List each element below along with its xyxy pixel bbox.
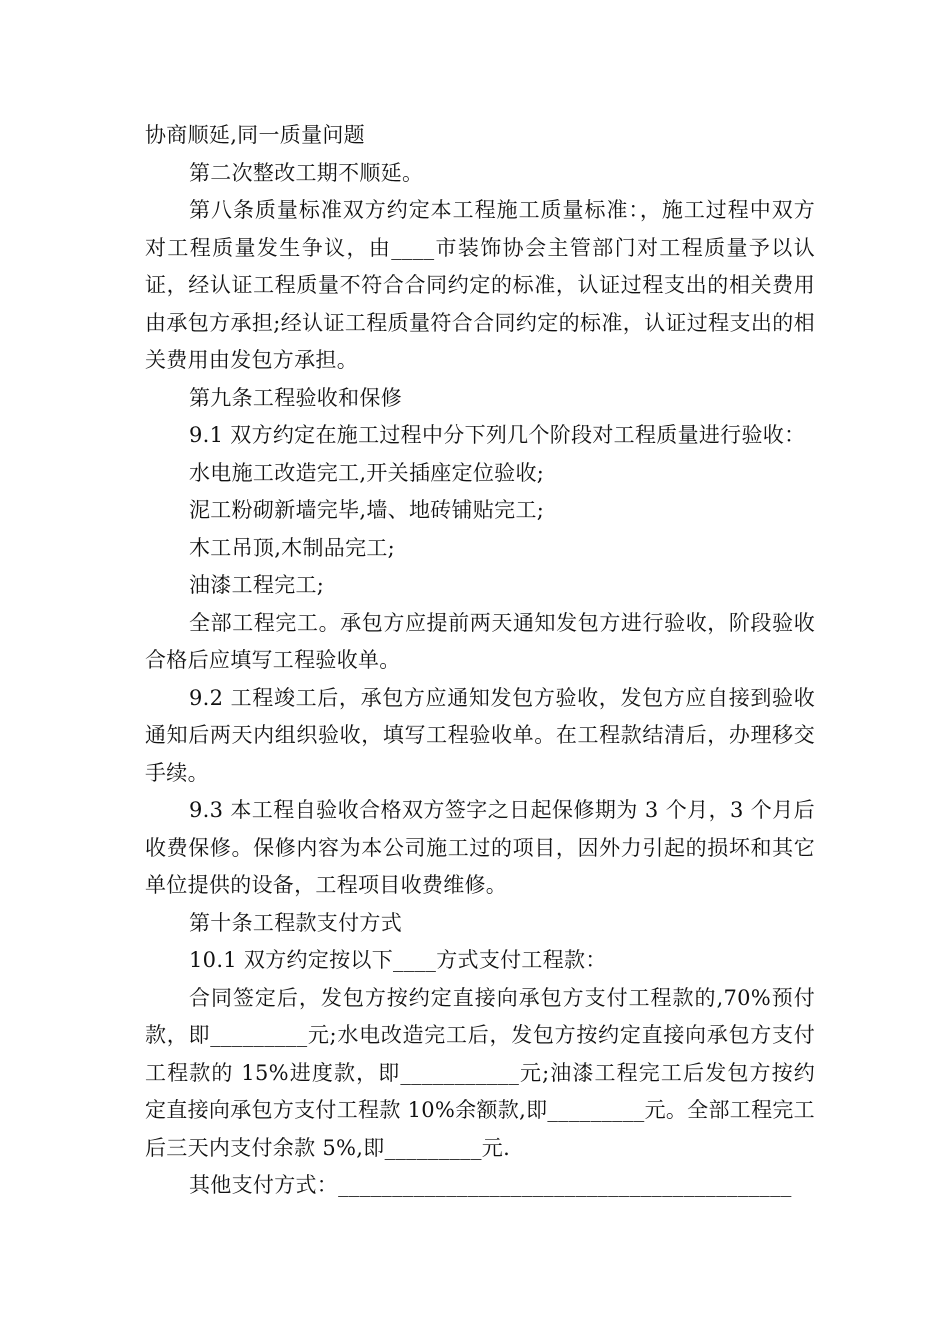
paragraph-article-8: 第八条质量标准双方约定本工程施工质量标准：，施工过程中双方对工程质量发生争议，由____市装饰协会主管部门对工程质量予以认证，经认证工程质量不符合合同约定的标准，认证过程支出的相关费用由承包方承担;经认证工程质量符合合同约定的标准，认证过程支出的相关费用由发包方承担。 [145, 198, 815, 372]
document-body [145, 117, 815, 1205]
list-item: 油漆工程完工; [189, 573, 325, 597]
clause-9-2: 9.2 工程竣工后，承包方应通知发包方验收，发包方应自接到验收通知后两天内组织验收，填写工程验收单。在工程款结清后，办理移交手续。 [145, 685, 815, 785]
paragraph-continuation: 协商顺延,同一质量问题 [145, 123, 365, 147]
list-item: 水电施工改造完工,开关插座定位验收; [189, 460, 545, 485]
list-item: 泥工粉砌新墙完毕,墙、地砖铺贴完工; [189, 498, 545, 522]
payment-schedule-paragraph: 合同签定后，发包方按约定直接向承包方支付工程款的,70%预付款，即_________元;水电改造完工后，发包方按约定直接向承包方支付工程款的 15%进度款，即___________元;油漆工程完工后发包方按约定直接向承包方支付工程款 10%余额款,即_________元。全部工程完工后三天内支付余款 5%,即_________元. [145, 985, 815, 1160]
other-payment-line: 其他支付方式：__________________________________________ [189, 1173, 792, 1197]
clause-9-1: 9.1 双方约定在施工过程中分下列几个阶段对工程质量进行验收： [189, 423, 806, 447]
paragraph: 第二次整改工期不顺延。 [189, 160, 424, 185]
heading-article-10: 第十条工程款支付方式 [189, 910, 402, 935]
clause-9-3: 9.3 本工程自验收合格双方签字之日起保修期为 3 个月，3 个月后收费保修。保修内容为本公司施工过的项目，因外力引起的损坏和其它单位提供的设备，工程项目收费维修。 [145, 798, 815, 897]
heading-article-9: 第九条工程验收和保修 [189, 385, 402, 410]
list-item: 全部工程完工。承包方应提前两天通知发包方进行验收，阶段验收合格后应填写工程验收单。 [145, 610, 815, 672]
list-item: 木工吊顶,木制品完工; [189, 535, 396, 560]
clause-10-1: 10.1 双方约定按以下____方式支付工程款： [189, 948, 607, 972]
